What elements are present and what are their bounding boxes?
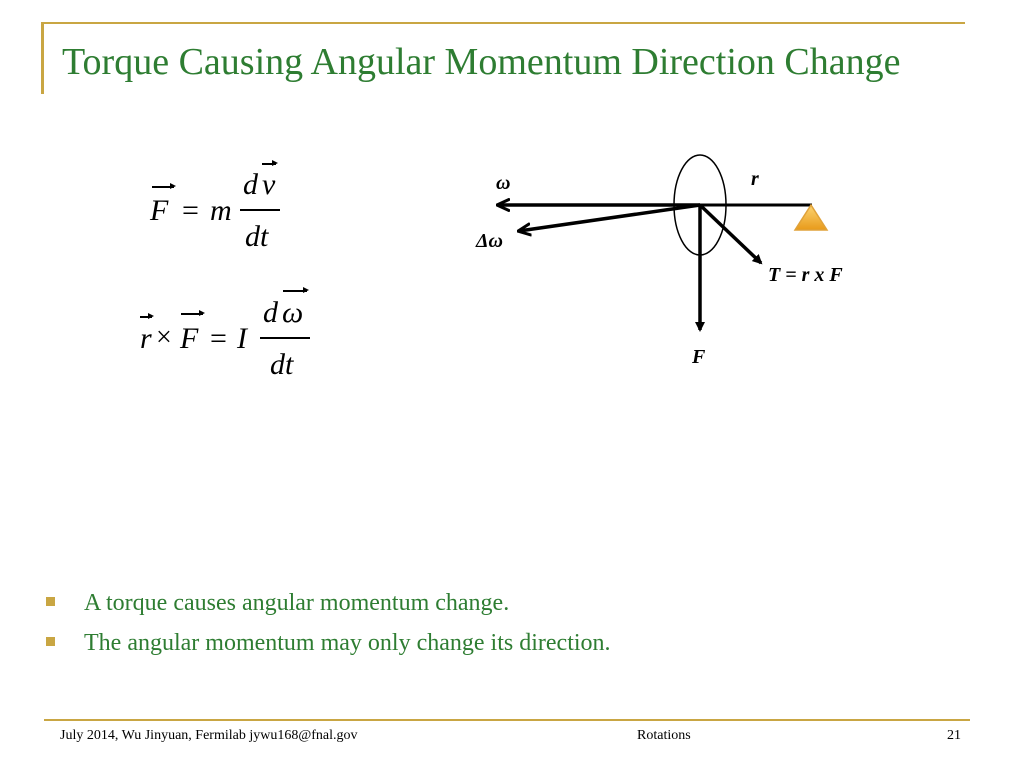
bullet-marker: [46, 597, 55, 606]
eq2-F: F: [180, 322, 199, 355]
footer-section: Rotations: [637, 728, 691, 743]
footer-author: July 2014, Wu Jinyuan, Fermilab jywu168@fnal.gov: [60, 728, 358, 743]
eq2-numerator-d: d: [263, 296, 278, 329]
label-delta-omega: Δω: [476, 230, 504, 252]
eq1-numerator-v: v: [262, 168, 276, 201]
bullet-marker: [46, 637, 55, 646]
label-torque: T = r x F: [768, 264, 843, 286]
eq2-equals: =: [210, 322, 227, 355]
eq1-mass: m: [210, 194, 232, 227]
label-r: r: [751, 168, 759, 190]
footer-page-number: 21: [947, 728, 961, 743]
eq1-numerator-d: d: [243, 168, 258, 201]
torque-vector: [700, 205, 761, 263]
bullet-list: [44, 583, 611, 663]
delta-omega-vector: [519, 205, 700, 231]
bullet-item: [44, 623, 611, 663]
eq2-inertia: I: [237, 322, 247, 355]
footer-divider: [44, 719, 970, 721]
eq2-denominator: dt: [270, 348, 294, 381]
eq1-equals: =: [182, 194, 199, 227]
eq2-r: r: [140, 322, 152, 355]
eq1-lhs: F: [150, 194, 169, 227]
label-force: F: [692, 346, 706, 368]
pivot-triangle: [795, 205, 827, 230]
label-omega: ω: [496, 172, 511, 194]
bullet-text: A torque causes angular momentum change.: [84, 590, 510, 616]
bullet-text: The angular momentum may only change its direction.: [84, 630, 611, 656]
bullet-item: [44, 583, 611, 623]
eq1-denominator: dt: [245, 220, 269, 253]
eq2-cross: ×: [156, 322, 172, 353]
slide-title: Torque Causing Angular Momentum Direction Change: [62, 41, 901, 83]
eq2-numerator-omega: ω: [282, 296, 304, 329]
